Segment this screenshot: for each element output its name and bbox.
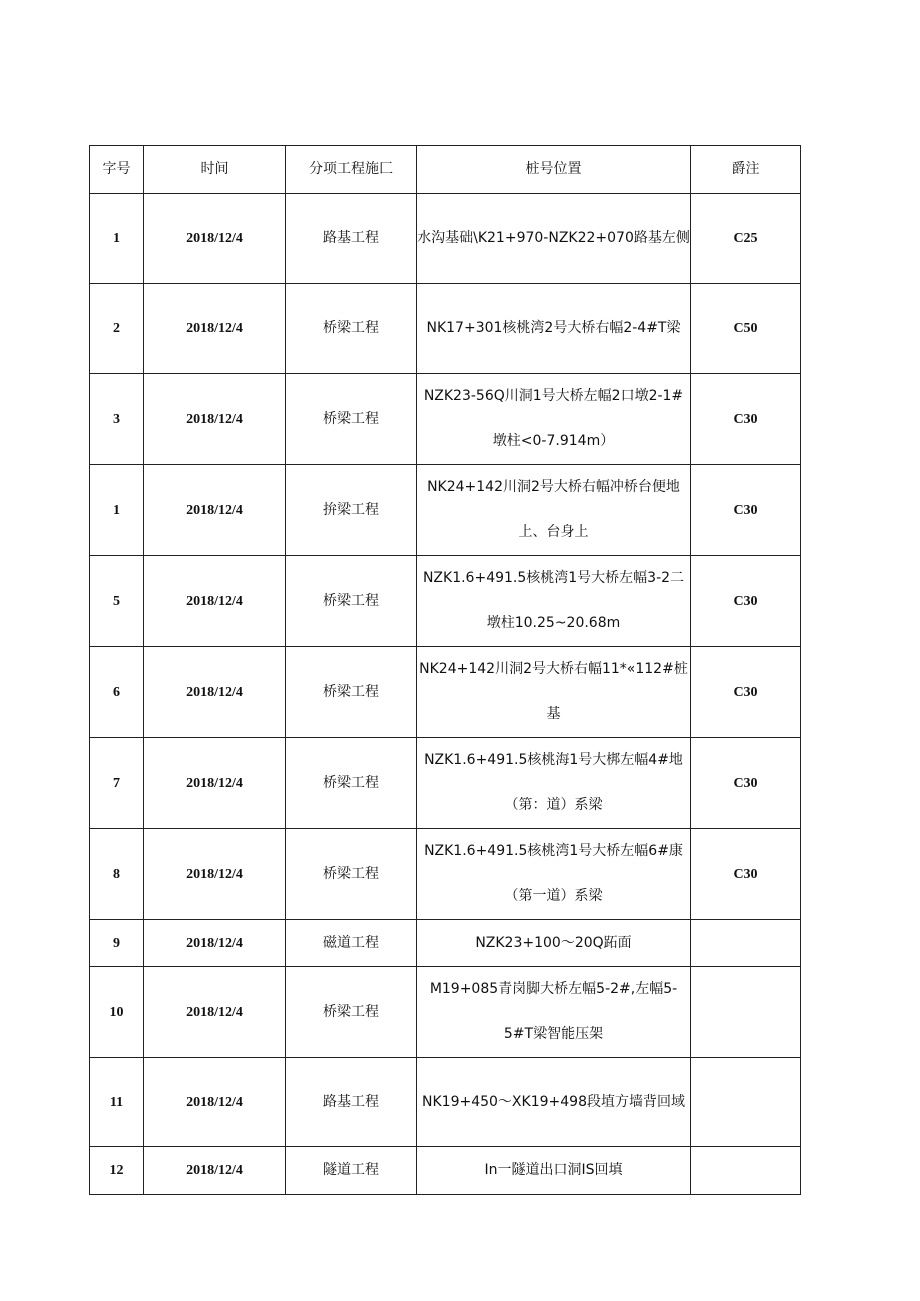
table-row <box>90 284 801 374</box>
row-item: 磁道工程 <box>286 920 417 967</box>
row-location: In一隧道出口洞IS回填 <box>417 1147 691 1195</box>
row-location: M19+085青岗脚大桥左幅5-2#,左幅5-5#T梁智能压架 <box>417 967 691 1058</box>
row-item: 路基工程 <box>286 1058 417 1147</box>
row-date: 2018/12/4 <box>144 1147 286 1195</box>
row-no: 3 <box>90 374 144 465</box>
row-grade: C25 <box>691 194 801 284</box>
table-row <box>90 374 801 465</box>
row-date: 2018/12/4 <box>144 1058 286 1147</box>
row-grade: C30 <box>691 829 801 920</box>
row-item: 路基工程 <box>286 194 417 284</box>
row-grade <box>691 967 801 1058</box>
construction-log-table <box>89 145 801 1195</box>
row-item: 拚梁工程 <box>286 465 417 556</box>
row-location: NZK1.6+491.5核桃湾1号大桥左幅3-2二墩柱10.25~20.68m <box>417 556 691 647</box>
header-item: 分项工程施匚 <box>286 146 417 194</box>
row-no: 7 <box>90 738 144 829</box>
row-date: 2018/12/4 <box>144 738 286 829</box>
row-item: 桥梁工程 <box>286 284 417 374</box>
header-remark: 爵注 <box>691 146 801 194</box>
row-no: 10 <box>90 967 144 1058</box>
row-date: 2018/12/4 <box>144 556 286 647</box>
table-row <box>90 920 801 967</box>
row-item: 桥梁工程 <box>286 647 417 738</box>
row-item: 隧道工程 <box>286 1147 417 1195</box>
row-grade <box>691 1147 801 1195</box>
row-grade: C30 <box>691 374 801 465</box>
row-location: NZK1.6+491.5核桃海1号大梆左幅4#地（第：道）系梁 <box>417 738 691 829</box>
table-row <box>90 1058 801 1147</box>
row-date: 2018/12/4 <box>144 465 286 556</box>
row-location: NK24+142川洞2号大桥右幅冲桥台便地上、台身上 <box>417 465 691 556</box>
row-date: 2018/12/4 <box>144 967 286 1058</box>
row-date: 2018/12/4 <box>144 920 286 967</box>
row-no: 9 <box>90 920 144 967</box>
header-location: 桩号位置 <box>417 146 691 194</box>
row-item: 桥梁工程 <box>286 829 417 920</box>
row-no: 8 <box>90 829 144 920</box>
row-no: 5 <box>90 556 144 647</box>
table-row <box>90 556 801 647</box>
row-location: 水沟基础\K21+970-NZK22+070路基左侧 <box>417 194 691 284</box>
table-row <box>90 465 801 556</box>
row-grade <box>691 1058 801 1147</box>
row-location: NK19+450〜XK19+498段埴方墙背回域 <box>417 1058 691 1147</box>
table-row <box>90 829 801 920</box>
row-date: 2018/12/4 <box>144 284 286 374</box>
row-location: NK17+301核桃湾2号大桥右幅2-4#T梁 <box>417 284 691 374</box>
row-location: NZK23-56Q川洞1号大桥左幅2口墩2-1#墩柱<0-7.914m） <box>417 374 691 465</box>
row-grade: C30 <box>691 738 801 829</box>
row-no: 12 <box>90 1147 144 1195</box>
row-grade: C30 <box>691 556 801 647</box>
header-time: 时间 <box>144 146 286 194</box>
row-date: 2018/12/4 <box>144 194 286 284</box>
row-location: NK24+142川洞2号大桥右幅11*«112#桩基 <box>417 647 691 738</box>
row-no: 11 <box>90 1058 144 1147</box>
table-row <box>90 194 801 284</box>
table-header-row <box>90 146 801 194</box>
row-no: 1 <box>90 194 144 284</box>
table-row <box>90 738 801 829</box>
row-location: NZK23+100〜20Q跖面 <box>417 920 691 967</box>
row-item: 桥梁工程 <box>286 738 417 829</box>
row-no: 2 <box>90 284 144 374</box>
row-date: 2018/12/4 <box>144 647 286 738</box>
row-no: 1 <box>90 465 144 556</box>
table-row <box>90 647 801 738</box>
row-item: 桥梁工程 <box>286 374 417 465</box>
row-item: 桥梁工程 <box>286 967 417 1058</box>
row-date: 2018/12/4 <box>144 829 286 920</box>
table-row <box>90 967 801 1058</box>
row-grade <box>691 920 801 967</box>
header-no: 字号 <box>90 146 144 194</box>
table-row <box>90 1147 801 1195</box>
row-grade: C30 <box>691 465 801 556</box>
row-grade: C50 <box>691 284 801 374</box>
row-grade: C30 <box>691 647 801 738</box>
row-item: 桥梁工程 <box>286 556 417 647</box>
row-location: NZK1.6+491.5核桃湾1号大桥左幅6#康（第一道）系梁 <box>417 829 691 920</box>
row-date: 2018/12/4 <box>144 374 286 465</box>
row-no: 6 <box>90 647 144 738</box>
